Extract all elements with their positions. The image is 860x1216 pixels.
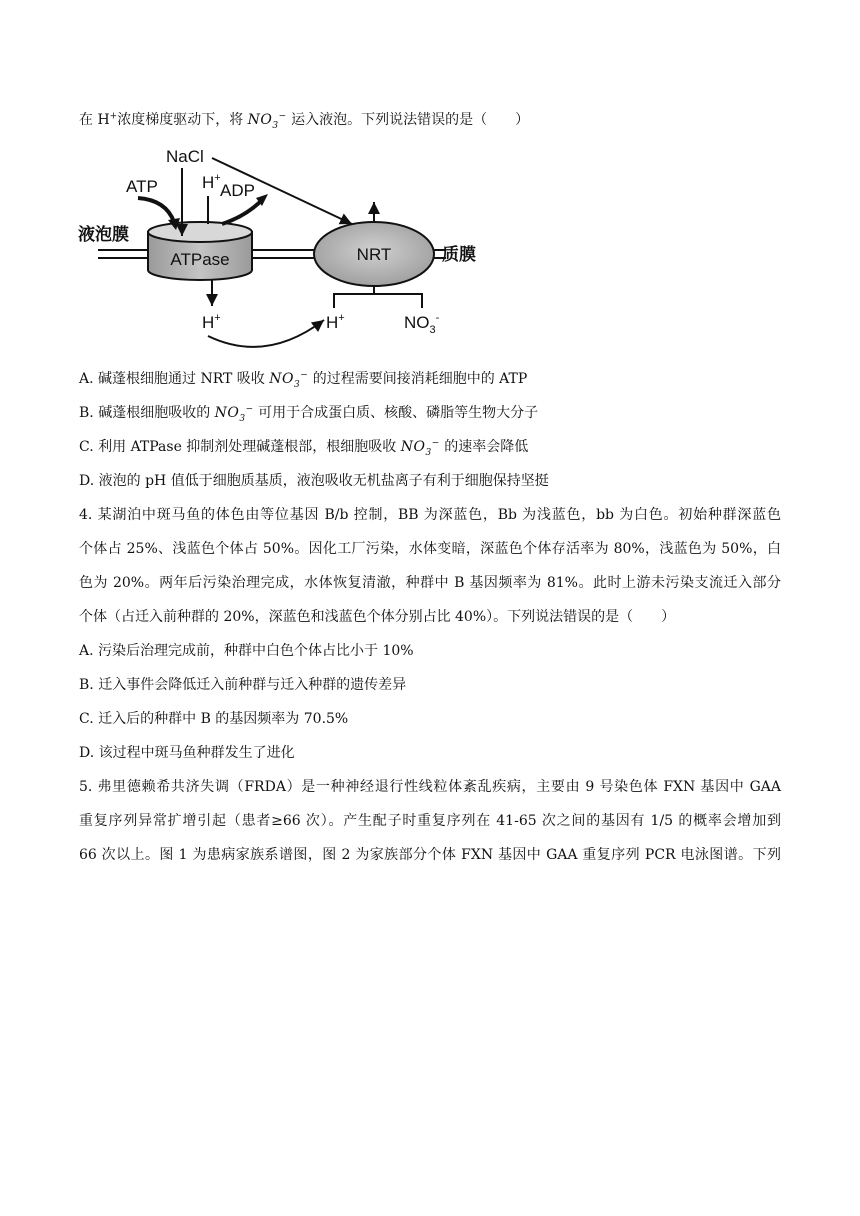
atpase-pump xyxy=(148,222,252,280)
q4-option-d: D. 该过程中斑马鱼种群发生了进化 xyxy=(79,745,295,761)
intro-text-1: 在 H xyxy=(79,112,110,128)
transport-diagram xyxy=(76,140,496,360)
q4-option-a: A. 污染后治理完成前，种群中白色个体占比小于 10% xyxy=(79,643,414,659)
nitrate-formula: $NO_3^-$ xyxy=(400,438,440,458)
nacl-label: NaCl xyxy=(166,147,204,166)
vacuole-membrane-label: 液泡膜 xyxy=(78,225,129,244)
plasma-membrane-label: 质膜 xyxy=(442,245,476,264)
q4-option-c: C. 迁入后的种群中 B 的基因频率为 70.5% xyxy=(79,711,349,727)
intro-text-2: 浓度梯度驱动下，将 xyxy=(117,112,244,128)
h-plus-left-label: H+ xyxy=(202,312,221,332)
q3-option-c: C. 利用 ATPase 抑制剂处理碱蓬根部，根细胞吸收 $NO_3^-$ 的速率会降低 xyxy=(79,438,529,458)
q4-option-b: B. 迁入事件会降低迁入前种群与迁入种群的遗传差异 xyxy=(79,677,407,693)
adp-label: ADP xyxy=(220,181,255,200)
nitrate-formula: $NO_3^-$ xyxy=(214,404,254,424)
q5-stem-line-3: 66 次以上。图 1 为患病家族系谱图，图 2 为家族部分个体 FXN 基因中 GAA 重复序列 PCR 电泳图谱。下列 xyxy=(79,847,781,863)
q4-stem-line-3: 色为 20%。两年后污染治理完成，水体恢复清澈，种群中 B 基因频率为 81%。此时上游未污染支流迁入部分 xyxy=(79,575,781,591)
h-plus-gradient-arrow xyxy=(208,320,324,347)
q4-stem-line-4: 个体（占迁入前种群的 20%，深蓝色和浅蓝色个体分别占比 40%）。下列说法错误的是（ ） xyxy=(79,609,676,625)
atp-arrow xyxy=(138,198,174,222)
adp-arrow xyxy=(222,200,262,224)
nrt-label: NRT xyxy=(356,245,392,264)
nitrate-formula: $NO_3^-$ xyxy=(269,370,309,390)
q5-stem-line-2: 重复序列异常扩增引起（患者≥66 次）。产生配子时重复序列在 41-65 次之间的基因有 1/5 的概率会增加到 xyxy=(79,813,781,829)
q5-stem-line-1: 5. 弗里德赖希共济失调（FRDA）是一种神经退行性线粒体紊乱疾病，主要由 9 号染色体 FXN 基因中 GAA xyxy=(79,779,781,795)
h-plus-top-label: H+ xyxy=(202,172,221,192)
intro-h-charge: + xyxy=(109,111,118,122)
nrt-transporter xyxy=(314,222,434,286)
question-3-intro xyxy=(79,110,529,130)
h-plus-right-label: H+ xyxy=(326,312,345,332)
nrt-bracket xyxy=(334,294,422,308)
nitrate-formula: $NO_3^-$ xyxy=(247,111,287,131)
intro-text-3: 运入液泡。下列说法错误的是（ ） xyxy=(291,112,530,128)
q4-stem-line-1: 4. 某湖泊中斑马鱼的体色由等位基因 B/b 控制，BB 为深蓝色，Bb 为浅蓝色，bb 为白色。初始种群深蓝色 xyxy=(79,507,781,523)
atpase-label: ATPase xyxy=(170,250,230,269)
nitrate-label: $NO_3^-$ xyxy=(404,312,440,336)
q4-stem-line-2: 个体占 25%、浅蓝色个体占 50%。因化工厂污染，水体变暗，深蓝色个体存活率为 80%，浅蓝色为 50%，白 xyxy=(79,541,781,557)
atp-label: ATP xyxy=(126,177,158,196)
q3-option-b: B. 碱蓬根细胞吸收的 $NO_3^-$ 可用于合成蛋白质、核酸、磷脂等生物大分子 xyxy=(79,404,539,424)
q3-option-d: D. 液泡的 pH 值低于细胞质基质，液泡吸收无机盐离子有利于细胞保持坚挺 xyxy=(79,473,549,489)
q3-option-a: A. 碱蓬根细胞通过 NRT 吸收 $NO_3^-$ 的过程需要间接消耗细胞中的 ATP xyxy=(79,370,528,390)
